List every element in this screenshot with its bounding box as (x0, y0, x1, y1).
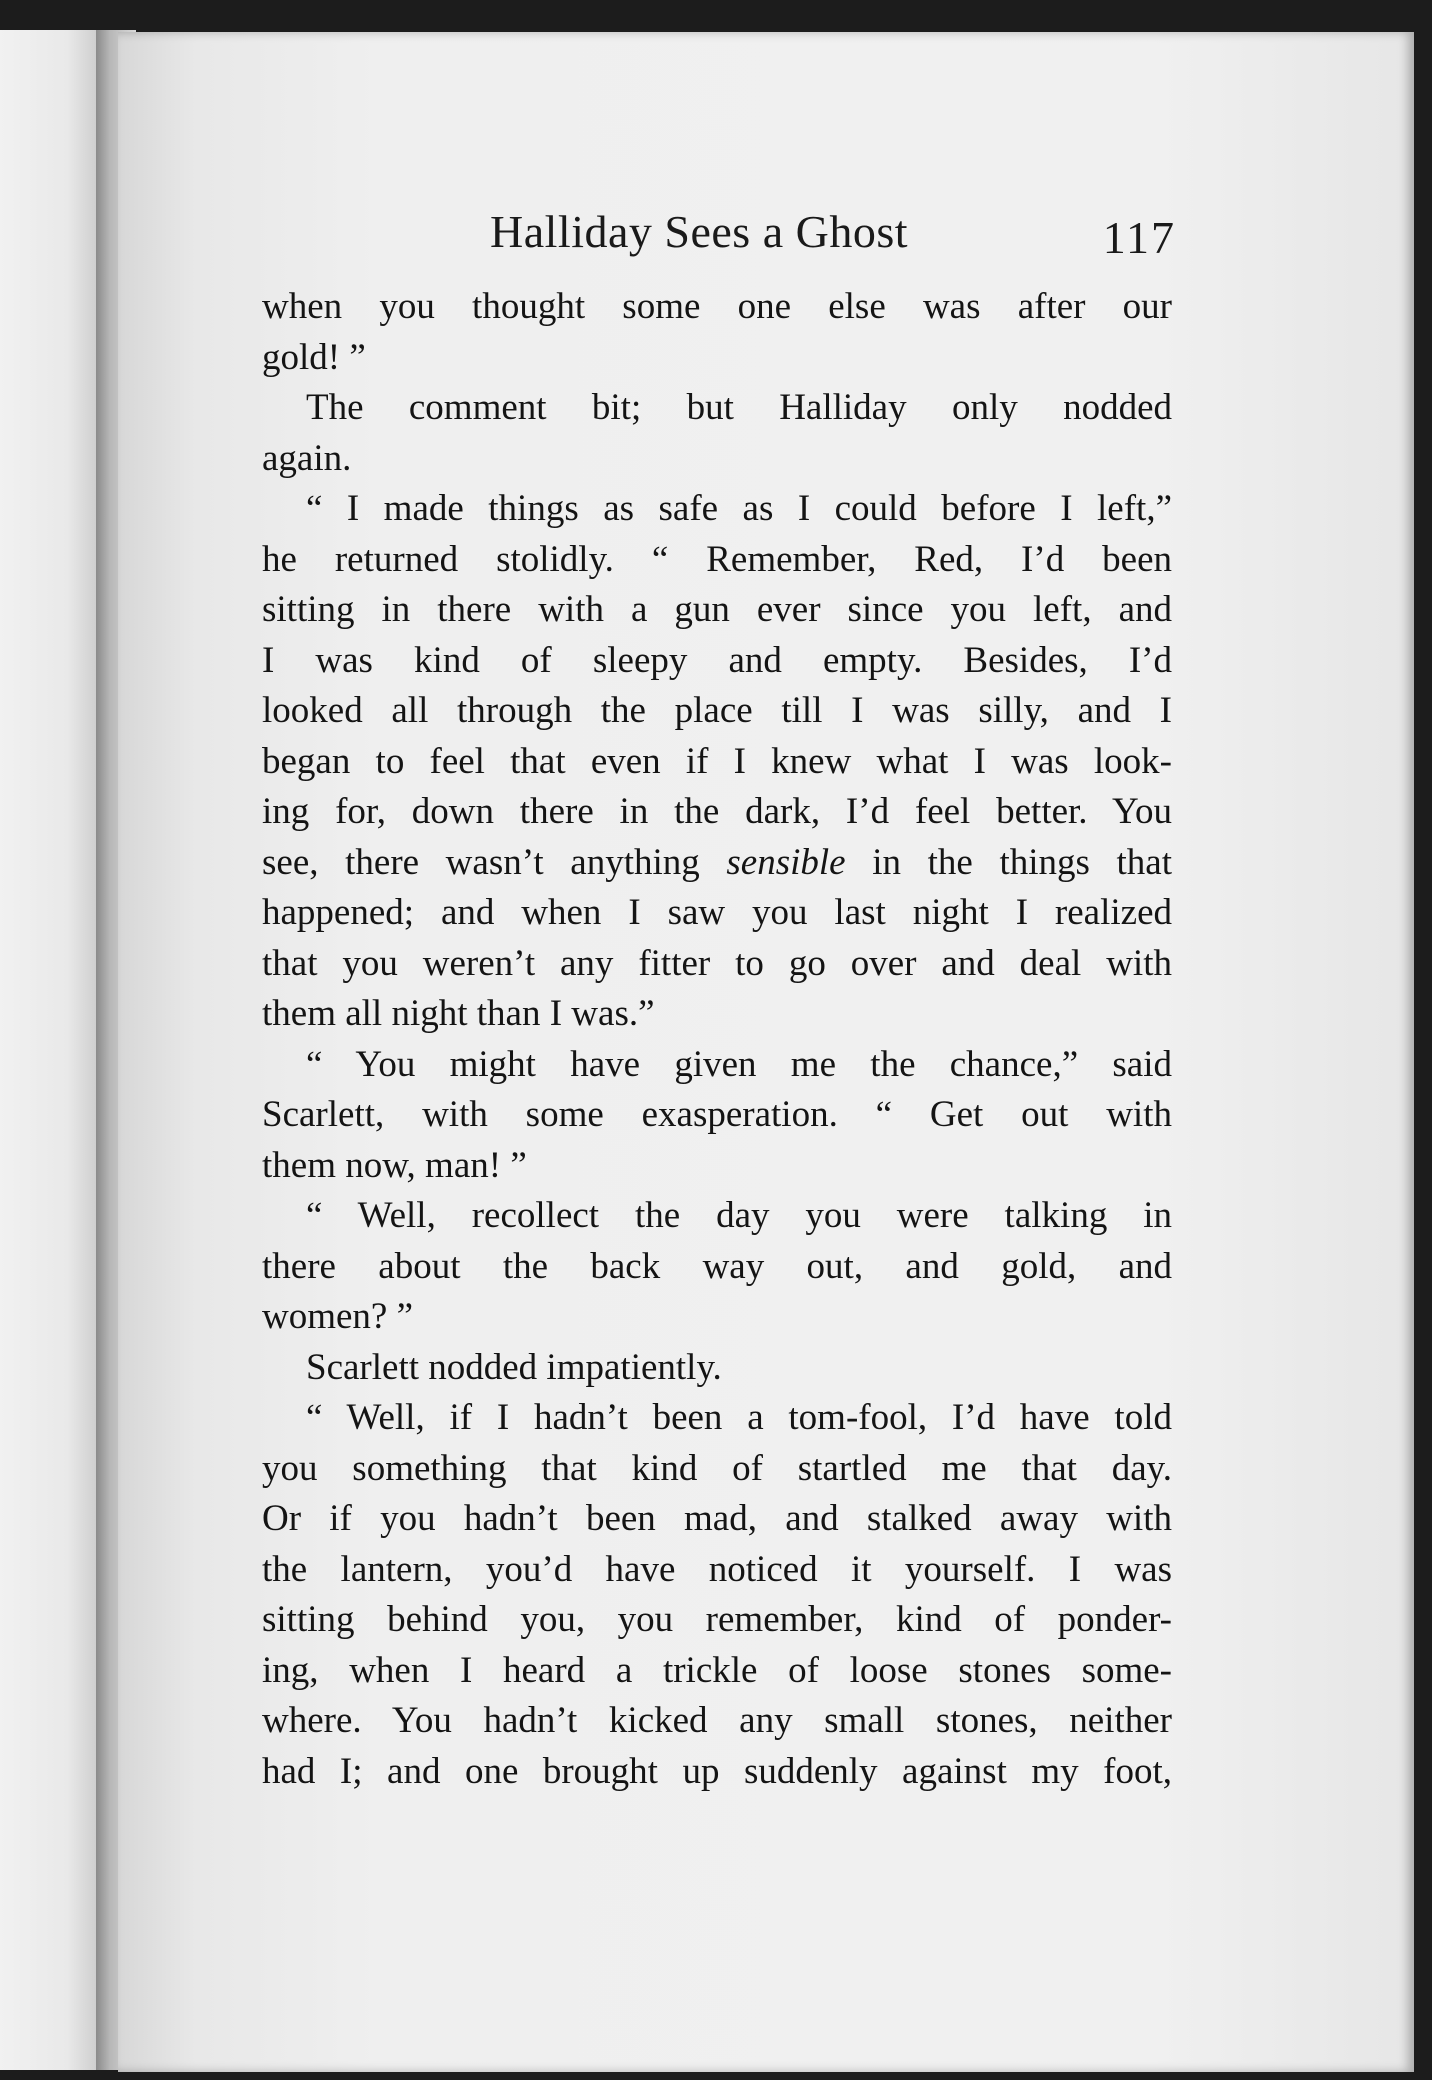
text-line: women? ” (262, 1296, 414, 1337)
text-line: the lantern, you’d have noticed it yourself. I was (262, 1548, 1172, 1590)
text-line: sitting behind you, you remember, kind of ponder- (262, 1599, 1172, 1640)
page-number: 117 (1102, 212, 1176, 263)
text-line: Scarlett nodded impatiently. (306, 1346, 722, 1388)
text-line: when you thought some one else was after our (262, 286, 1172, 327)
text-line: where. You hadn’t kicked any small stones, neither (262, 1700, 1172, 1741)
text-line: that you weren’t any fitter to go over and deal with (262, 942, 1172, 984)
italic-word: sensible (726, 841, 846, 883)
text-line: Scarlett, with some exasperation. “ Get out with (262, 1094, 1172, 1135)
body-text (262, 282, 1172, 1797)
running-title: Halliday Sees a Ghost (490, 206, 909, 257)
page-header (370, 205, 1176, 275)
text-line: The comment bit; but Halliday only nodded (306, 387, 1172, 428)
text-line: happened; and when I saw you last night I realized (262, 892, 1172, 933)
text-line: gold! ” (262, 336, 366, 378)
text-segment: see, there wasn’t anything (262, 841, 700, 883)
text-line: “ Well, recollect the day you were talking in (306, 1195, 1172, 1236)
text-line: had I; and one brought up suddenly against my foot, (262, 1750, 1172, 1792)
text-line: you something that kind of startled me that day. (262, 1447, 1172, 1489)
text-line: “ You might have given me the chance,” said (306, 1043, 1172, 1085)
text-line: them now, man! ” (262, 1144, 527, 1186)
text-segment: in the things that (872, 841, 1172, 883)
text-line: there about the back way out, and gold, and (262, 1245, 1172, 1287)
text-line (262, 838, 1172, 889)
text-line: ing, when I heard a trickle of loose stones some- (262, 1649, 1172, 1691)
text-line: I was kind of sleepy and empty. Besides, I’d (262, 639, 1172, 681)
text-line: Or if you hadn’t been mad, and stalked away with (262, 1498, 1172, 1539)
text-line: “ Well, if I hadn’t been a tom-fool, I’d have told (306, 1397, 1172, 1438)
text-line: looked all through the place till I was silly, and I (262, 690, 1172, 731)
text-line: ing for, down there in the dark, I’d feel better. You (262, 791, 1172, 832)
text-line: sitting in there with a gun ever since you left, and (262, 589, 1172, 630)
text-line: again. (262, 437, 352, 479)
text-line: began to feel that even if I knew what I was look- (262, 740, 1172, 782)
text-line: he returned stolidly. “ Remember, Red, I’d been (262, 538, 1172, 580)
text-line: them all night than I was.” (262, 993, 655, 1034)
text-line: “ I made things as safe as I could before I left,” (306, 488, 1172, 529)
